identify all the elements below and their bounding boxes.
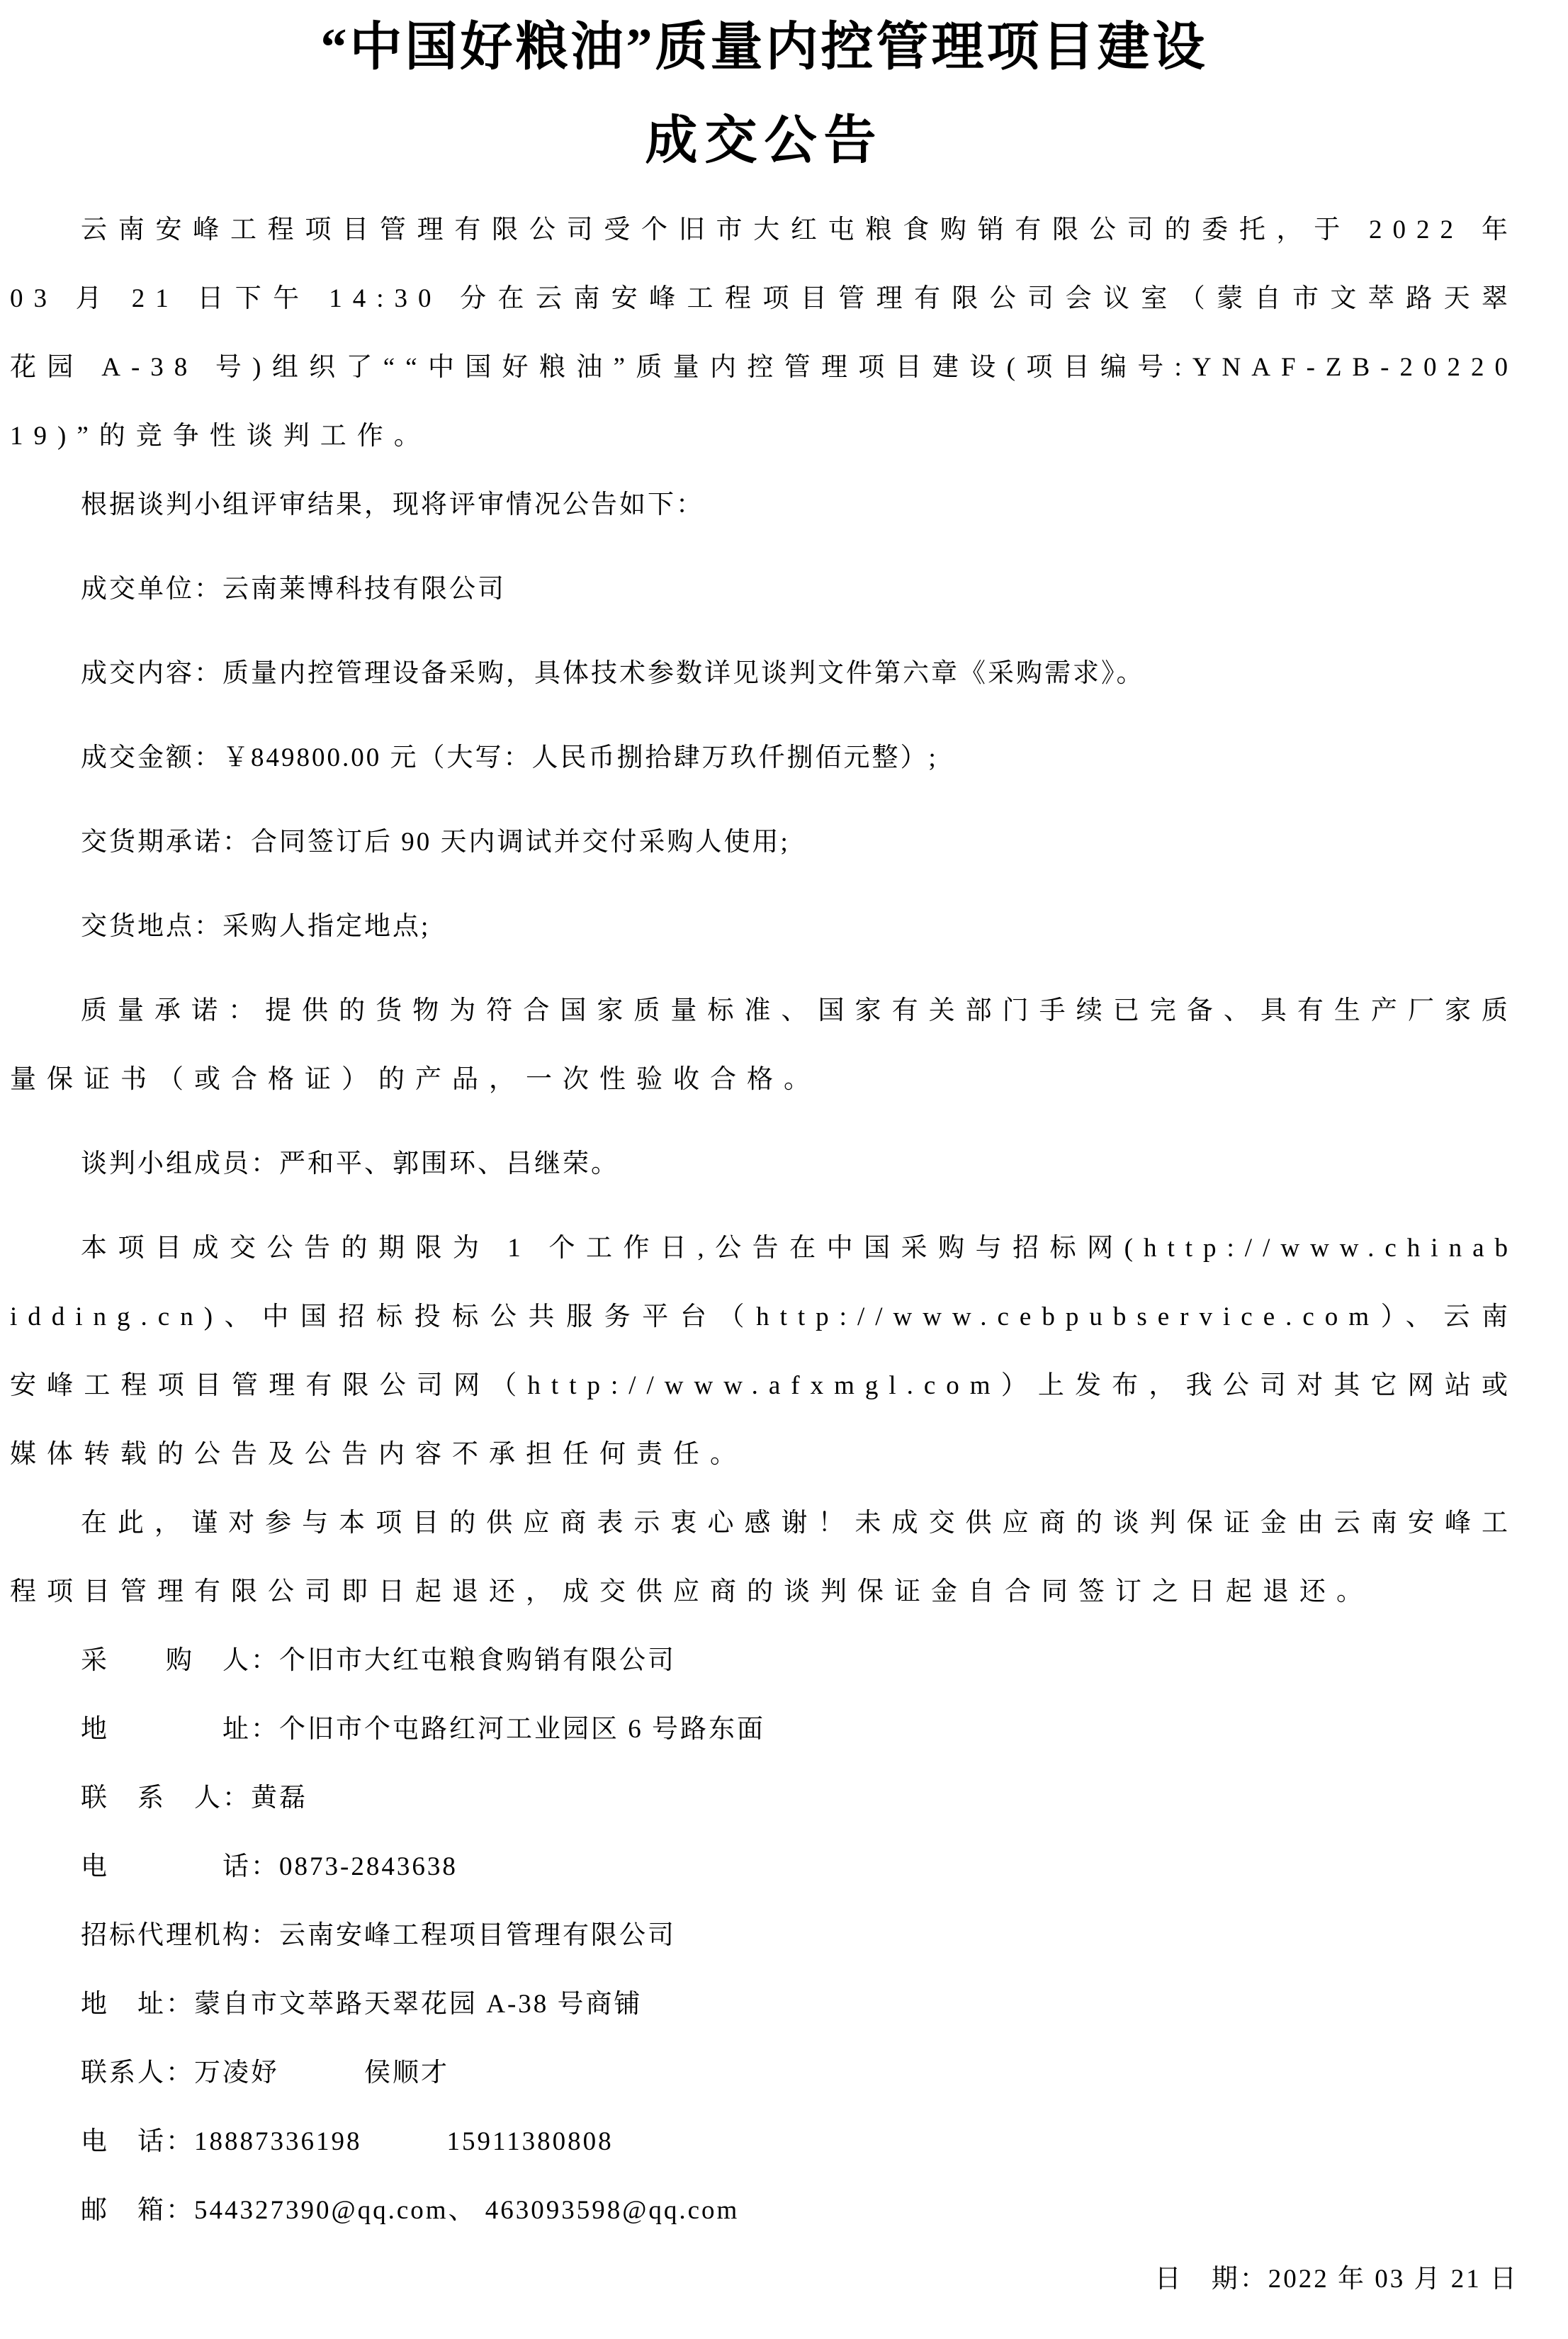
intro-paragraph: 云南安峰工程项目管理有限公司受个旧市大红屯粮食购销有限公司的委托，于 2022 年 03 月 21 日下午 14:30 分在云南安峰工程项目管理有限公司会议室（蒙自市文萃路天翠花园 A-38 号)组织了““中国好粮油”质量内控管理项目建设(项目编号:YNAF-ZB-2022019)”的竞争性谈判工作。 [10, 215, 1518, 451]
date-line: 日 期：2022 年 03 月 21 日 [1154, 2265, 1518, 2294]
award-item-delivery-place: 交货地点：采购人指定地点; [81, 912, 431, 941]
award-item-amount: 成交金额：￥849800.00 元（大写：人民币捌拾肆万玖仟捌佰元整）; [81, 743, 938, 772]
agency-address-line: 地 址：蒙自市文萃路天翠花园 A-38 号商铺 [81, 1990, 643, 2019]
award-item-supplier: 成交单位：云南莱博科技有限公司 [81, 575, 506, 604]
thanks-paragraph: 在此，谨对参与本项目的供应商表示衷心感谢！未成交供应商的谈判保证金由云南安峰工程项目管理有限公司即日起退还，成交供应商的谈判保证金自合同签订之日起退还。 [10, 1509, 1518, 1606]
award-item-delivery-term: 交货期承诺：合同签订后 90 天内调试并交付采购人使用; [81, 828, 790, 857]
agency-email-line: 邮 箱：544327390@qq.com、 463093598@qq.com [81, 2196, 740, 2225]
purchaser-contact-line: 联 系 人：黄磊 [81, 1783, 308, 1813]
document-title: “中国好粮油”质量内控管理项目建设 [320, 18, 1208, 77]
agency-contact-line: 联系人：万凌妤 侯顺才 [81, 2058, 449, 2087]
publish-notice-paragraph: 本项目成交公告的期限为 1 个工作日,公告在中国采购与招标网(http://www.chinabidding.cn)、中国招标投标公共服务平台（http://www.cebpubservice.com）、云南安峰工程项目管理有限公司网（http://www.afxmgl.com）上发布，我公司对其它网站或媒体转载的公告及公告内容不承担任何责任。 [10, 1234, 1518, 1469]
purchaser-name-line: 采 购 人：个旧市大红屯粮食购销有限公司 [81, 1646, 676, 1675]
purchaser-address-line: 地 址：个旧市个屯路红河工业园区 6 号路东面 [81, 1715, 765, 1744]
agency-phone-line: 电 话：18887336198 15911380808 [81, 2127, 614, 2156]
award-item-panel-members: 谈判小组成员：严和平、郭围环、吕继荣。 [81, 1149, 619, 1178]
document-subtitle: 成交公告 [645, 112, 884, 170]
award-item-quality-promise: 质量承诺：提供的货物为符合国家质量标准、国家有关部门手续已完备、具有生产厂家质量保证书（或合格证）的产品，一次性验收合格。 [10, 996, 1518, 1094]
award-item-content: 成交内容：质量内控管理设备采购，具体技术参数详见谈判文件第六章《采购需求》。 [81, 659, 1145, 688]
review-note: 根据谈判小组评审结果，现将评审情况公告如下： [81, 490, 704, 519]
agency-name-line: 招标代理机构：云南安峰工程项目管理有限公司 [81, 1921, 676, 1950]
purchaser-phone-line: 电 话：0873-2843638 [81, 1852, 458, 1881]
